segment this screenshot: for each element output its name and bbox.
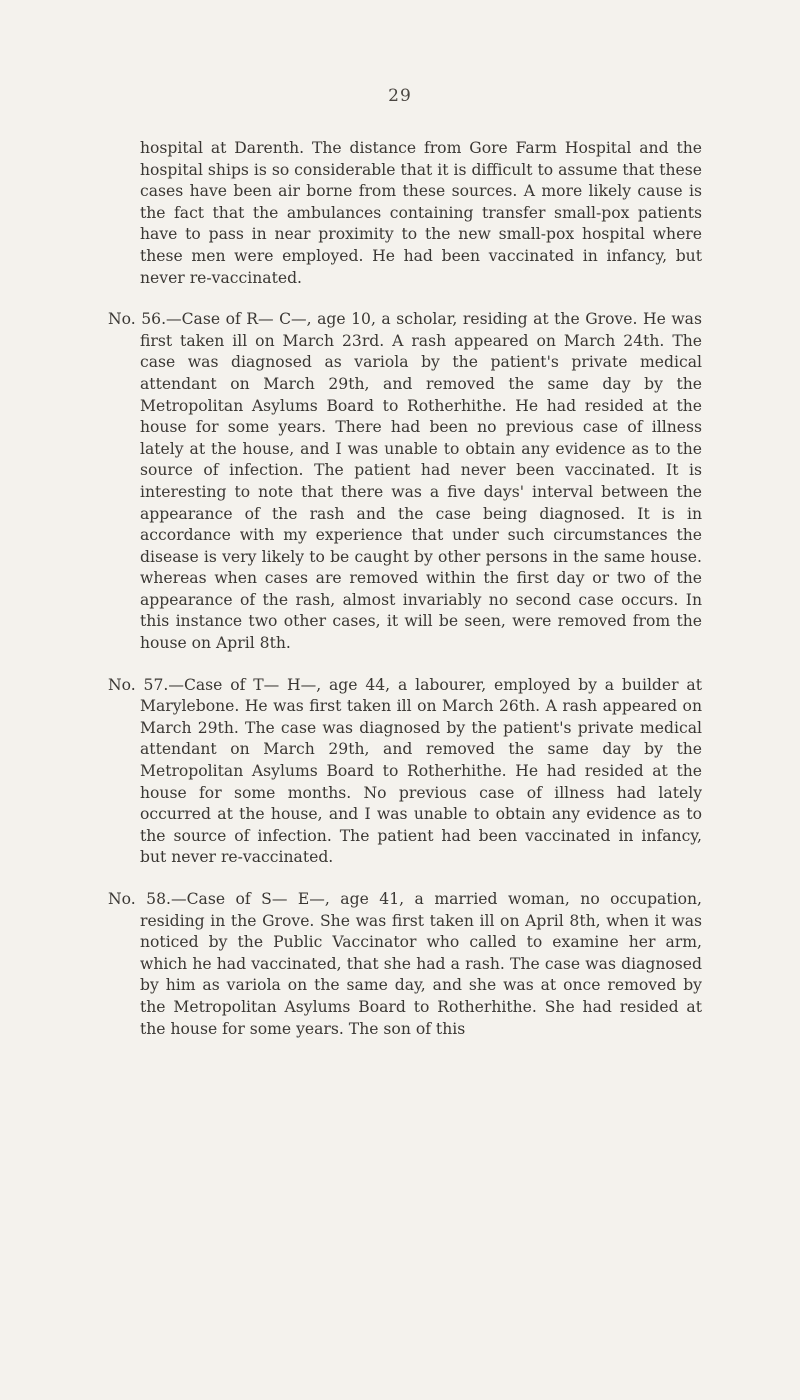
page-number: 29 — [388, 86, 412, 106]
body-text — [108, 138, 702, 1060]
case-text: —Case of S— E—, age 41, a married woman, no occupation, residing in the Grove. She was first taken ill on April 8th, when it was noticed by the Public Vaccinator who called to examine her arm, which he had vaccinated, that she had a rash. The case was diagnosed by him as variola on the same day, and she was at once removed by the Metropolitan Asylums Board to Rotherhithe. She had resided at the house for some years. The son of this — [140, 890, 702, 1038]
paragraph-text: hospital at Darenth. The distance from Gore Farm Hospital and the hospital ships is so considerable that it is difficult to assume that these cases have been air borne from these sources. A more likely cause is the fact that the ambulances containing transfer small-pox patients have to pass in near proximity to the new small-pox hospital where these men were employed. He had been vaccinated in infancy, but never re-vaccinated. — [140, 139, 702, 287]
case-number: No. 57. — [108, 675, 169, 694]
case-text: —Case of R— C—, age 10, a scholar, residing at the Grove. He was first taken ill on March 23rd. A rash appeared on March 24th. The case was diagnosed as variola by the patient's private medical attendant on March 29th, and removed the same day by the Metropolitan Asylums Board to Rotherhithe. He had resided at the house for some years. There had been no previous case of illness lately at the house, and I was unable to obtain any evidence as to the source of infection. The patient had never been vaccinated. It is interesting to note that there was a five days' interval between the appearance of the rash and the case being diagnosed. It is in accordance with my experience that under such circumstances the disease is very likely to be caught by other persons in the same house. whereas when cases are removed within the first day or two of the appearance of the rash, almost invariably no second case occurs. In this instance two other cases, it will be seen, were removed from the house on April 8th. — [140, 310, 702, 653]
case-number: No. 58. — [108, 890, 171, 908]
case-number: No. 56. — [108, 310, 167, 329]
case-entry-58 — [108, 889, 702, 1040]
case-text: —Case of T— H—, age 44, a labourer, employed by a builder at Marylebone. He was first taken ill on March 26th. A rash appeared on March 29th. The case was diagnosed by the patient's private medical attendant on March 29th, and removed the same day by the Metropolitan Asylums Board to Rotherhithe. He had resided at the house for some months. No previous case of illness had lately occurred at the house, and I was unable to obtain any evidence as to the source of infection. The patient had been vaccinated in infancy, but never re-vaccinated. — [140, 675, 702, 867]
case-entry-56 — [108, 309, 702, 655]
paragraph-continuation — [108, 138, 702, 289]
case-entry-57 — [108, 675, 702, 869]
